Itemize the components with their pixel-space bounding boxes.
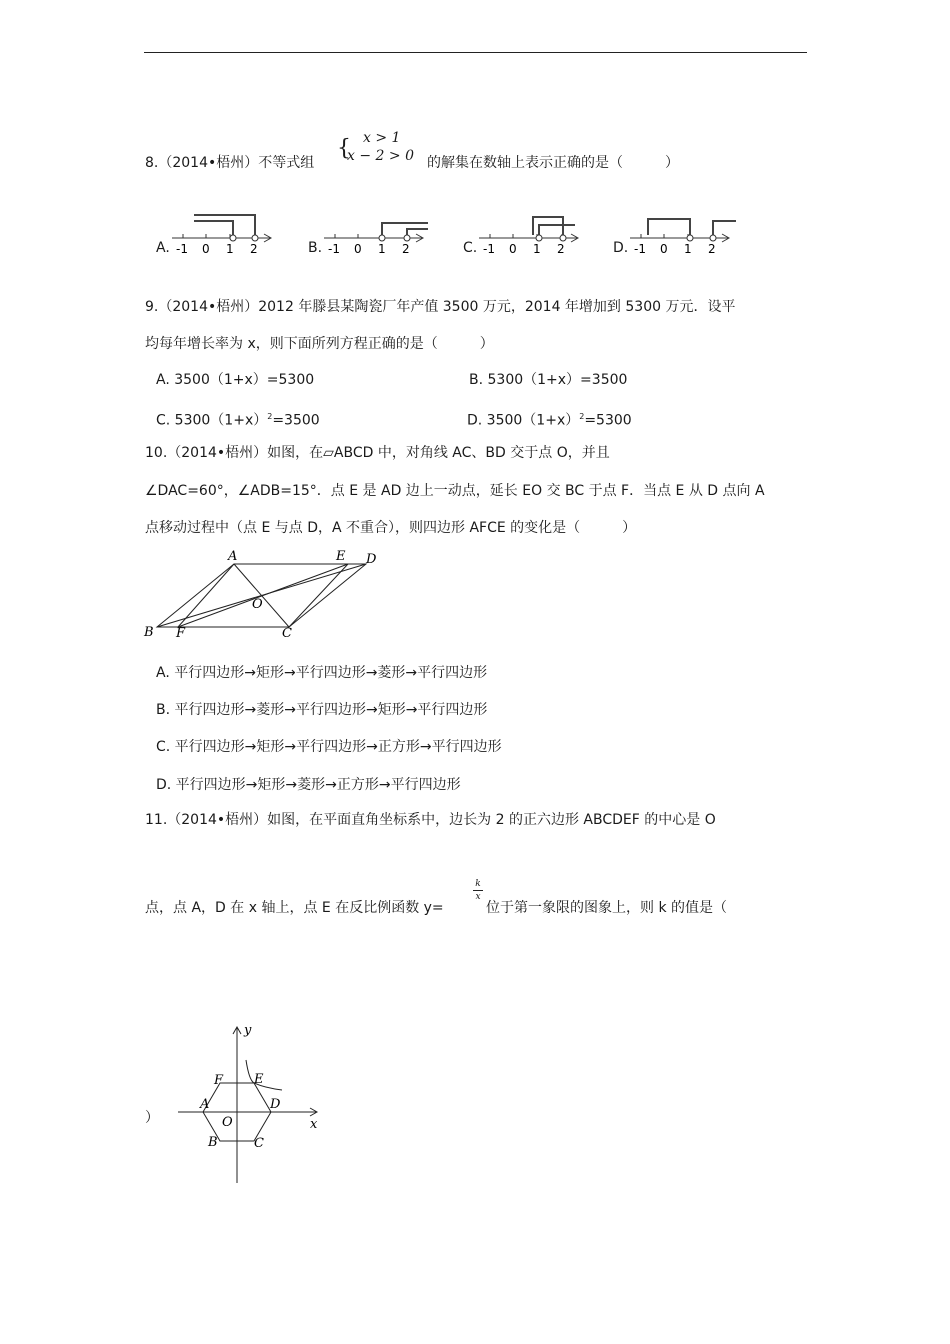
label-y: y <box>244 1023 252 1038</box>
q10-option-a: A. 平行四边形→矩形→平行四边形→菱形→平行四边形 <box>156 665 488 681</box>
tick-label: 2 <box>557 242 565 255</box>
q11-fraction-k-over-x: k x <box>473 879 483 902</box>
q8-option-c-numberline <box>477 205 587 255</box>
tick-label: 2 <box>708 242 716 255</box>
q8-option-b-label: B. <box>308 240 323 256</box>
q10-line-1: 10.（2014•梧州）如图，在▱ABCD 中，对角线 AC、BD 交于点 O，并且 <box>145 445 610 461</box>
tick-label: -1 <box>634 242 646 255</box>
q8-option-a-label: A. <box>156 240 170 256</box>
q8-stem-pre: 8.（2014•梧州）不等式组 <box>145 155 315 171</box>
tick-label: 1 <box>226 242 234 255</box>
q8-inequality-1: x > 1 <box>363 130 401 146</box>
q10-option-d: D. 平行四边形→矩形→菱形→正方形→平行四边形 <box>156 777 461 793</box>
label-x: x <box>310 1117 318 1132</box>
q9-option-a: A. 3500（1+x）=5300 <box>156 372 315 388</box>
tick-label: 1 <box>684 242 692 255</box>
tick-label: 0 <box>354 242 362 255</box>
label-C: C <box>254 1136 264 1151</box>
label-B: B <box>144 625 154 640</box>
label-E: E <box>254 1072 264 1087</box>
label-A: A <box>228 549 238 564</box>
tick-label: 1 <box>378 242 386 255</box>
label-F: F <box>214 1073 224 1088</box>
q9-option-b: B. 5300（1+x）=3500 <box>469 372 628 388</box>
tick-label: 0 <box>509 242 517 255</box>
q8-option-d-label: D. <box>613 240 629 256</box>
q8-option-a-numberline <box>170 205 280 255</box>
q8-inequality-2: x − 2 > 0 <box>347 148 414 164</box>
tick-label: 2 <box>402 242 410 255</box>
q9-line-1: 9.（2014•梧州）2012 年滕县某陶瓷厂年产值 3500 万元，2014 年增加到 5300 万元．设平 <box>145 299 736 315</box>
label-O: O <box>252 597 263 612</box>
tick-label: 1 <box>533 242 541 255</box>
label-D: D <box>270 1097 281 1112</box>
label-A: A <box>200 1097 210 1112</box>
q10-option-b: B. 平行四边形→菱形→平行四边形→矩形→平行四边形 <box>156 702 488 718</box>
tick-label: -1 <box>176 242 188 255</box>
label-O: O <box>222 1115 233 1130</box>
tick-label: 2 <box>250 242 258 255</box>
q8-option-b-numberline <box>322 205 432 255</box>
tick-label: 0 <box>202 242 210 255</box>
q11-line-2-pre: 点，点 A，D 在 x 轴上，点 E 在反比例函数 y= <box>145 900 444 916</box>
label-E: E <box>336 549 346 564</box>
q9-line-2: 均每年增长率为 x，则下面所列方程正确的是（ ） <box>145 336 494 352</box>
label-F: F <box>176 626 186 641</box>
q11-line-1: 11.（2014•梧州）如图，在平面直角坐标系中，边长为 2 的正六边形 ABCDEF 的中心是 O <box>145 812 716 828</box>
q11-hexagon-figure <box>170 1020 330 1190</box>
tick-label: -1 <box>328 242 340 255</box>
label-C: C <box>282 626 292 641</box>
q8-option-d-numberline <box>628 205 743 255</box>
q11-line-2-post: 位于第一象限的图象上，则 k 的值是（ <box>486 900 728 916</box>
q9-option-c: C. $5300(1+x)^2=3500$ <box>156 412 320 429</box>
q8-brace: { <box>337 136 351 161</box>
label-D: D <box>366 552 377 567</box>
q8-option-c-label: C. <box>463 240 478 256</box>
q11-close-paren: ） <box>145 1110 159 1126</box>
q10-line-2: ∠DAC=60°，∠ADB=15°．点 E 是 AD 边上一动点，延长 EO 交 BC 于点 F．当点 E 从 D 点向 A <box>145 483 765 499</box>
header-rule <box>144 52 807 53</box>
q10-option-c: C. 平行四边形→矩形→平行四边形→正方形→平行四边形 <box>156 739 502 755</box>
q10-parallelogram-figure <box>140 545 390 645</box>
tick-label: 0 <box>660 242 668 255</box>
q8-stem-post: 的解集在数轴上表示正确的是（ ） <box>427 155 679 171</box>
q10-line-3: 点移动过程中（点 E 与点 D，A 不重合），则四边形 AFCE 的变化是（ ） <box>145 520 637 536</box>
q9-option-d: D. $3500(1+x)^2=5300$ <box>467 412 632 429</box>
label-B: B <box>208 1135 218 1150</box>
tick-label: -1 <box>483 242 495 255</box>
